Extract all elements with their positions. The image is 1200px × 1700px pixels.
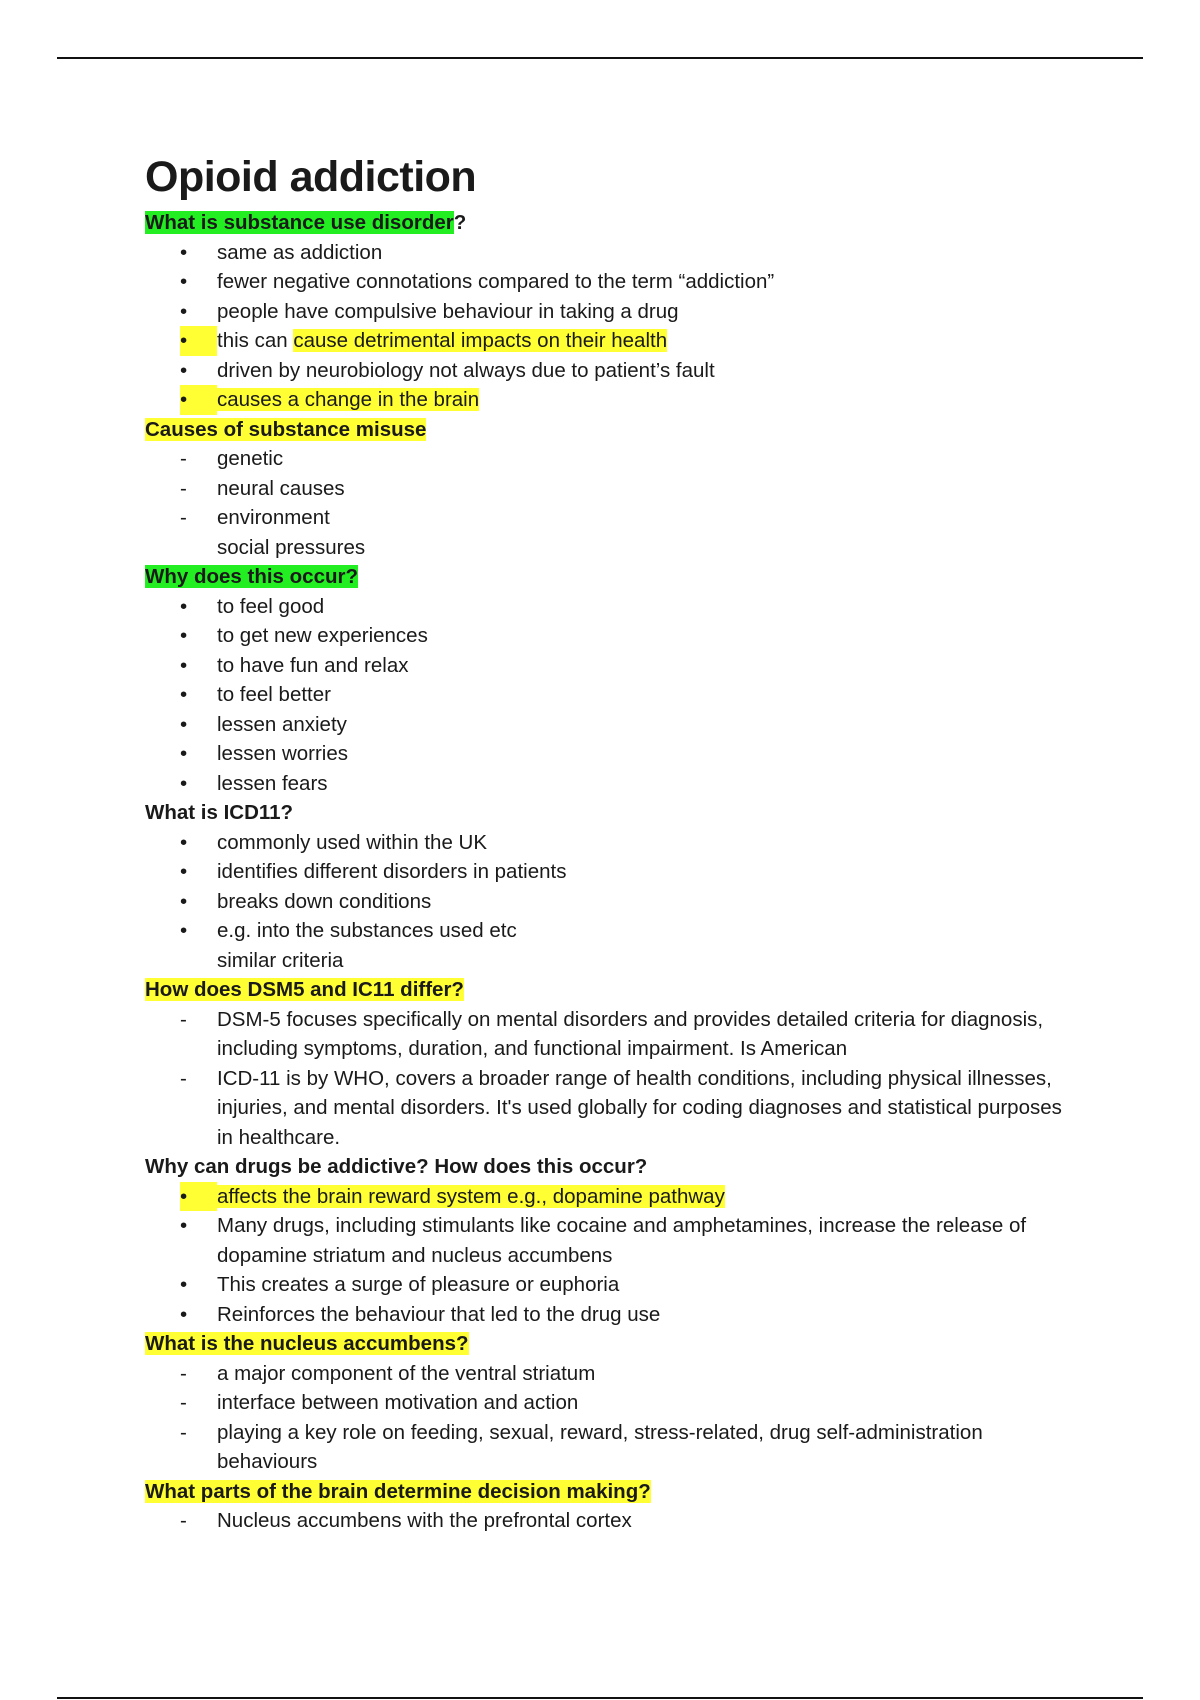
list-item: • identifies different disorders in patients xyxy=(145,857,1065,887)
list-item: - playing a key role on feeding, sexual, reward, stress-related, drug self-administration behaviours xyxy=(145,1418,1065,1477)
list-item xyxy=(145,1182,1065,1212)
section-heading-decision: What parts of the brain determine decision making? xyxy=(145,1479,651,1503)
bullet-marker: • xyxy=(180,1214,188,1237)
list-item: • lessen anxiety xyxy=(145,710,1065,740)
dash-marker: - xyxy=(180,447,187,470)
list-item: • lessen worries xyxy=(145,739,1065,769)
text-highlight: causes a change in the brain xyxy=(217,388,480,411)
list-item: • to feel good xyxy=(145,592,1065,622)
dash-marker: - xyxy=(180,506,187,529)
continuation-line: social pressures xyxy=(217,535,366,559)
section-heading-addictive: Why can drugs be addictive? How does this occur? xyxy=(145,1155,648,1178)
list-item: - environment xyxy=(145,503,1065,533)
bullet-marker: • xyxy=(180,1182,217,1212)
dash-marker: - xyxy=(180,1361,187,1385)
section-heading-nucleus: What is the nucleus accumbens? xyxy=(145,1332,469,1355)
list-item: • driven by neurobiology not always due to patient’s fault xyxy=(145,356,1065,386)
bullet-marker: • xyxy=(180,860,188,883)
list-item: • people have compulsive behaviour in taking a drug xyxy=(145,297,1065,327)
document-body xyxy=(145,148,1065,1536)
bullet-marker: • xyxy=(180,1302,188,1326)
bullet-marker: • xyxy=(180,385,217,415)
list-item: • lessen fears xyxy=(145,769,1065,799)
bullet-marker: • xyxy=(180,326,217,356)
bullet-marker: • xyxy=(180,270,188,293)
heading-highlight: What is substance use disorder xyxy=(145,211,454,234)
bullet-marker: • xyxy=(180,594,188,618)
list-item: - neural causes xyxy=(145,474,1065,504)
list-item: • This creates a surge of pleasure or euphoria xyxy=(145,1270,1065,1300)
bullet-marker: • xyxy=(180,683,188,706)
bottom-rule xyxy=(57,1697,1143,1699)
bullet-marker: • xyxy=(180,240,188,264)
nucleus-list xyxy=(145,1359,1065,1477)
bullet-marker: • xyxy=(180,358,188,382)
differ-list xyxy=(145,1005,1065,1153)
list-item xyxy=(145,385,1065,415)
bullet-marker: • xyxy=(180,830,188,854)
list-item: - interface between motivation and action xyxy=(145,1388,1065,1418)
text-highlight: cause detrimental impacts on their health xyxy=(293,329,668,352)
sud-list xyxy=(145,238,1065,415)
section-heading-differ: How does DSM5 and IC11 differ? xyxy=(145,978,464,1001)
bullet-marker: • xyxy=(180,1273,188,1296)
list-item: • breaks down conditions xyxy=(145,887,1065,917)
section-heading-icd: What is ICD11? xyxy=(145,801,294,824)
bullet-marker: • xyxy=(180,299,188,323)
list-item: - genetic xyxy=(145,444,1065,474)
list-item: • to have fun and relax xyxy=(145,651,1065,681)
dash-marker: - xyxy=(180,476,187,500)
addictive-list xyxy=(145,1182,1065,1330)
dash-marker: - xyxy=(180,1420,187,1444)
why-list xyxy=(145,592,1065,799)
list-item: • Many drugs, including stimulants like cocaine and amphetamines, increase the release of dopamine striatum and nucleus accumbens xyxy=(145,1211,1065,1270)
list-item: • commonly used within the UK xyxy=(145,828,1065,858)
list-item: • same as addiction xyxy=(145,238,1065,268)
list-item: • fewer negative connotations compared to the term “addiction” xyxy=(145,267,1065,297)
bullet-marker: • xyxy=(180,889,188,913)
list-item: • e.g. into the substances used etc xyxy=(145,916,1065,946)
section-heading-why: Why does this occur? xyxy=(145,565,358,588)
heading-rest: ? xyxy=(453,211,467,234)
list-item: - DSM-5 focuses specifically on mental disorders and provides detailed criteria for diagnosis, including symptoms, duration, and functional impairment. Is American xyxy=(145,1005,1065,1064)
dash-marker: - xyxy=(180,1007,187,1031)
bullet-marker: • xyxy=(180,624,188,647)
bullet-marker: • xyxy=(180,919,188,942)
list-item: - Nucleus accumbens with the prefrontal cortex xyxy=(145,1506,1065,1536)
dash-marker: - xyxy=(180,1509,187,1532)
top-rule xyxy=(57,57,1143,59)
list-item: • this can cause detrimental impacts on their health xyxy=(145,326,1065,356)
causes-list xyxy=(145,444,1065,533)
list-item: - a major component of the ventral striatum xyxy=(145,1359,1065,1389)
list-item: • to get new experiences xyxy=(145,621,1065,651)
list-item: • Reinforces the behaviour that led to the drug use xyxy=(145,1300,1065,1330)
list-item: • to feel better xyxy=(145,680,1065,710)
dash-marker: - xyxy=(180,1066,187,1090)
icd-list xyxy=(145,828,1065,946)
bullet-marker: • xyxy=(180,712,188,736)
text-highlight: affects the brain reward system e.g., dopamine pathway xyxy=(217,1184,725,1208)
section-heading-causes: Causes of substance misuse xyxy=(145,417,427,441)
section-heading-sud xyxy=(145,208,1065,238)
continuation-line: similar criteria xyxy=(217,948,344,972)
bullet-marker: • xyxy=(180,653,188,677)
list-item: - ICD-11 is by WHO, covers a broader range of health conditions, including physical illnesses, injuries, and mental disorders. It's used globally for coding diagnoses and statistical purposes in healthcare. xyxy=(145,1064,1065,1153)
page-title: Opioid addiction xyxy=(145,153,477,201)
dash-marker: - xyxy=(180,1391,187,1414)
bullet-marker: • xyxy=(180,742,188,765)
decision-list xyxy=(145,1506,1065,1536)
bullet-marker: • xyxy=(180,771,188,795)
